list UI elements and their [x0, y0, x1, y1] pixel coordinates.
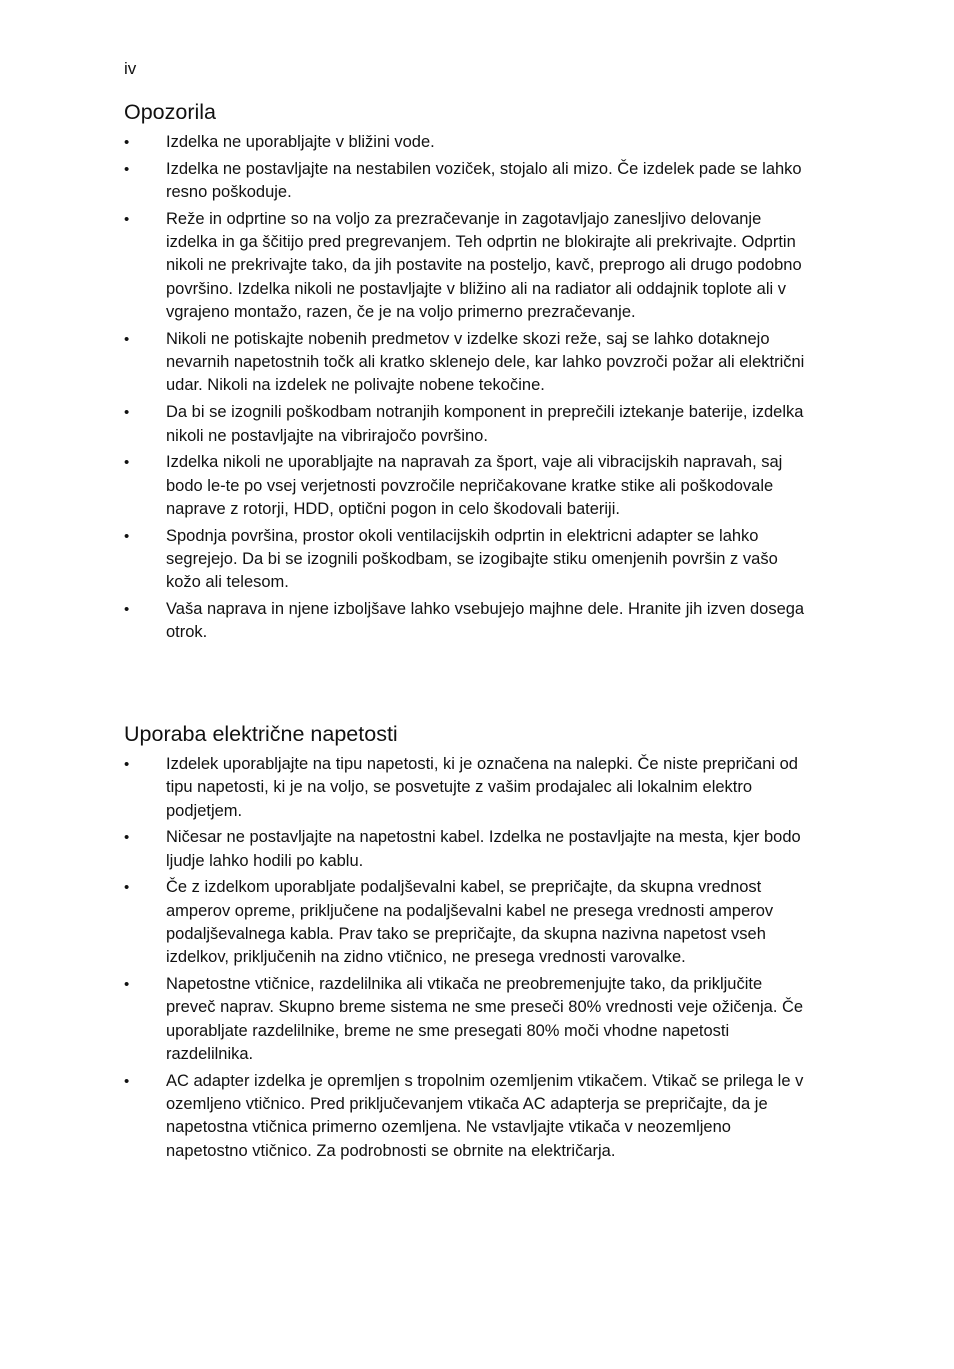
- section-power-usage: [124, 721, 814, 1167]
- power-usage-list: [124, 753, 814, 1163]
- list-item: [124, 131, 814, 154]
- list-item-text: AC adapter izdelka je opremljen s tropolnim ozemljenim vtikačem. Vtikač se prilega le v ozemljeno vtičnico. Pred priključevanjem vtikača AC adapterja se prepričajte, da je napetostna vtičnica primerno ozemljena. Ne vstavljajte vtikača v neozemljeno napetostno vtičnico. Za podrobnosti se obrnite na električarja.: [166, 1071, 804, 1160]
- list-item-text: Če z izdelkom uporabljate podaljševalni kabel, se prepričajte, da skupna vrednost amperov opreme, priključene na podaljševalni kabel ne presega vrednosti amperov podaljševalnega kabla. Prav tako se prepričajte, da skupna nazivna napetost vseh izdelkov, priključenih na zidno vtičnico, ne presega vrednosti varovalke.: [166, 878, 774, 967]
- bullet-icon: •: [124, 829, 130, 847]
- bullet-icon: •: [124, 976, 130, 994]
- bullet-icon: •: [124, 330, 130, 348]
- list-item-text: Nikoli ne potiskajte nobenih predmetov v izdelke skozi reže, saj se lahko dotaknejo nevarnih napetostnih točk ali kratko sklenejo dele, kar lahko povzroči požar ali električni udar. Nikoli na izdelek ne polivajte nobene tekočine.: [166, 329, 805, 395]
- list-item-text: Spodnja površina, prostor okoli ventilacijskih odprtin in elektricni adapter se lahko segrejejo. Da bi se izognili poškodbam, se izogibajte stiku omenjenih površin z vašo kožo ali telesom.: [166, 526, 778, 592]
- bullet-icon: •: [124, 879, 130, 897]
- section-warnings: [124, 99, 814, 648]
- list-item: [124, 1070, 814, 1163]
- list-item-text: Napetostne vtičnice, razdelilnika ali vtikača ne preobremenjujte tako, da priključite preveč naprav. Skupno breme sistema ne sme preseči 80% vrednosti veje ožičenja. Če uporabljate razdelilnike, breme ne sme presegati 80% moči vhodne napetosti razdelilnika.: [166, 975, 804, 1064]
- bullet-icon: •: [124, 601, 130, 619]
- list-item: [124, 598, 814, 645]
- list-item: [124, 876, 814, 969]
- list-item-text: Izdelka ne postavljajte na nestabilen voziček, stojalo ali mizo. Če izdelek pade se lahko resno poškoduje.: [166, 159, 802, 202]
- list-item: [124, 826, 814, 873]
- bullet-icon: •: [124, 527, 130, 545]
- list-item-text: Da bi se izognili poškodbam notranjih komponent in preprečili iztekanje baterije, izdelka nikoli ne postavljajte na vibrirajočo površino.: [166, 403, 804, 445]
- section-heading: Opozorila: [124, 100, 217, 124]
- warnings-list: [124, 131, 814, 645]
- list-item: [124, 208, 814, 324]
- bullet-icon: •: [124, 454, 130, 472]
- list-item-text: Vaša naprava in njene izboljšave lahko vsebujejo majhne dele. Hranite jih izven dosega otrok.: [166, 600, 805, 642]
- list-item: [124, 451, 814, 521]
- list-item: [124, 158, 814, 205]
- list-item-text: Ničesar ne postavljajte na napetostni kabel. Izdelka ne postavljajte na mesta, kjer bodo ljudje lahko hodili po kablu.: [166, 828, 801, 870]
- list-item-text: Izdelek uporabljajte na tipu napetosti, ki je označena na nalepki. Če niste prepričani od tipu napetosti, ki je na voljo, se posvetujte z vašim prodajalec ali lokalnim elektro podjetjem.: [166, 755, 798, 820]
- list-item: [124, 753, 814, 823]
- list-item: [124, 525, 814, 595]
- bullet-icon: •: [124, 134, 130, 151]
- list-item: [124, 973, 814, 1066]
- bullet-icon: •: [124, 756, 130, 773]
- bullet-icon: •: [124, 1072, 130, 1090]
- list-item-text: Izdelka ne uporabljajte v bližini vode.: [166, 133, 435, 151]
- list-item: [124, 401, 814, 448]
- page-number: iv: [124, 59, 137, 78]
- list-item: [124, 328, 814, 398]
- bullet-icon: •: [124, 160, 130, 178]
- section-heading: Uporaba električne napetosti: [124, 722, 398, 746]
- list-item-text: Izdelka nikoli ne uporabljajte na napravah za šport, vaje ali vibracijskih napravah, saj bodo le-te po vsej verjetnosti povzročile nepričakovane kratke stike ali poškodovale naprave z rotorji, HDD, optični pogon in celo škodovali bateriji.: [166, 453, 783, 518]
- bullet-icon: •: [124, 210, 130, 228]
- list-item-text: Reže in odprtine so na voljo za prezračevanje in zagotavljajo zanesljivo delovanje izdelka in ga ščitijo pred pregrevanjem. Teh odprtin ne blokirajte ali prekrivajte. Odprtin nikoli ne prekrivajte tako, da jih postavite na posteljo, kavč, preprogo ali drugo podobno površino. Izdelka nikoli ne postavljajte v bližino ali na radiator ali oddajnik toplote ali v vgrajeno montažo, razen, če je na voljo primerno prezračevanje.: [166, 209, 802, 322]
- bullet-icon: •: [124, 404, 130, 422]
